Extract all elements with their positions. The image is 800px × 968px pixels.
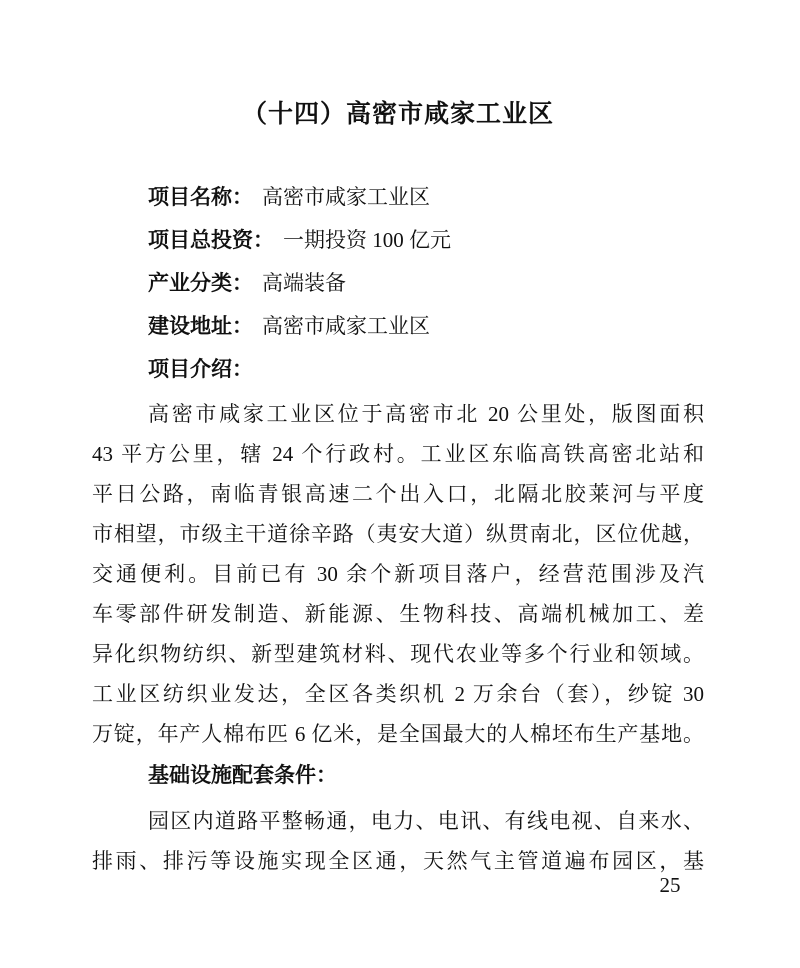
paragraph-line: 43 平方公里，辖 24 个行政村。工业区东临高铁高密北站和 bbox=[92, 442, 704, 466]
paragraph-line: 高密市咸家工业区位于高密市北 20 公里处，版图面积 bbox=[148, 402, 704, 426]
infrastructure-paragraph bbox=[92, 801, 704, 881]
paragraph-line: 园区内道路平整畅通，电力、电讯、有线电视、自来水、 bbox=[148, 809, 704, 833]
paragraph-line: 交通便利。目前已有 30 余个新项目落户，经营范围涉及汽 bbox=[92, 562, 704, 586]
paragraph-line: 平日公路，南临青银高速二个出入口，北隔北胶莱河与平度 bbox=[92, 482, 704, 506]
paragraph-line: 车零部件研发制造、新能源、生物科技、高端机械加工、差 bbox=[92, 602, 704, 626]
document-content bbox=[92, 0, 704, 881]
field-label: 项目介绍： bbox=[148, 358, 253, 381]
paragraph-line: 工业区纺织业发达，全区各类织机 2 万余台（套），纱锭 30 bbox=[92, 682, 704, 706]
field-row bbox=[92, 263, 704, 306]
project-fields bbox=[92, 177, 704, 392]
field-row bbox=[92, 306, 704, 349]
page-number: 25 bbox=[659, 873, 681, 897]
field-row bbox=[92, 177, 704, 220]
field-row bbox=[92, 349, 704, 392]
field-label: 建设地址： bbox=[148, 315, 253, 338]
field-label: 产业分类： bbox=[148, 272, 253, 295]
section-heading: 基础设施配套条件： bbox=[148, 764, 337, 787]
field-row bbox=[92, 220, 704, 263]
field-label: 项目名称： bbox=[148, 186, 253, 209]
field-value: 一期投资 100 亿元 bbox=[283, 228, 451, 252]
intro-paragraph bbox=[92, 394, 704, 754]
field-value: 高端装备 bbox=[262, 271, 346, 295]
paragraph-line: 市相望，市级主干道徐辛路（夷安大道）纵贯南北，区位优越， bbox=[92, 522, 704, 546]
page-title: （十四）高密市咸家工业区 bbox=[241, 100, 554, 128]
paragraph-line: 异化织物纺织、新型建筑材料、现代农业等多个行业和领域。 bbox=[92, 642, 704, 666]
paragraph-line: 万锭，年产人棉布匹 6 亿米，是全国最大的人棉坯布生产基地。 bbox=[92, 722, 704, 746]
paragraph-line: 排雨、排污等设施实现全区通，天然气主管道遍布园区，基 bbox=[92, 849, 704, 873]
field-value: 高密市咸家工业区 bbox=[262, 314, 430, 338]
field-value: 高密市咸家工业区 bbox=[262, 185, 430, 209]
field-label: 项目总投资： bbox=[148, 229, 274, 252]
